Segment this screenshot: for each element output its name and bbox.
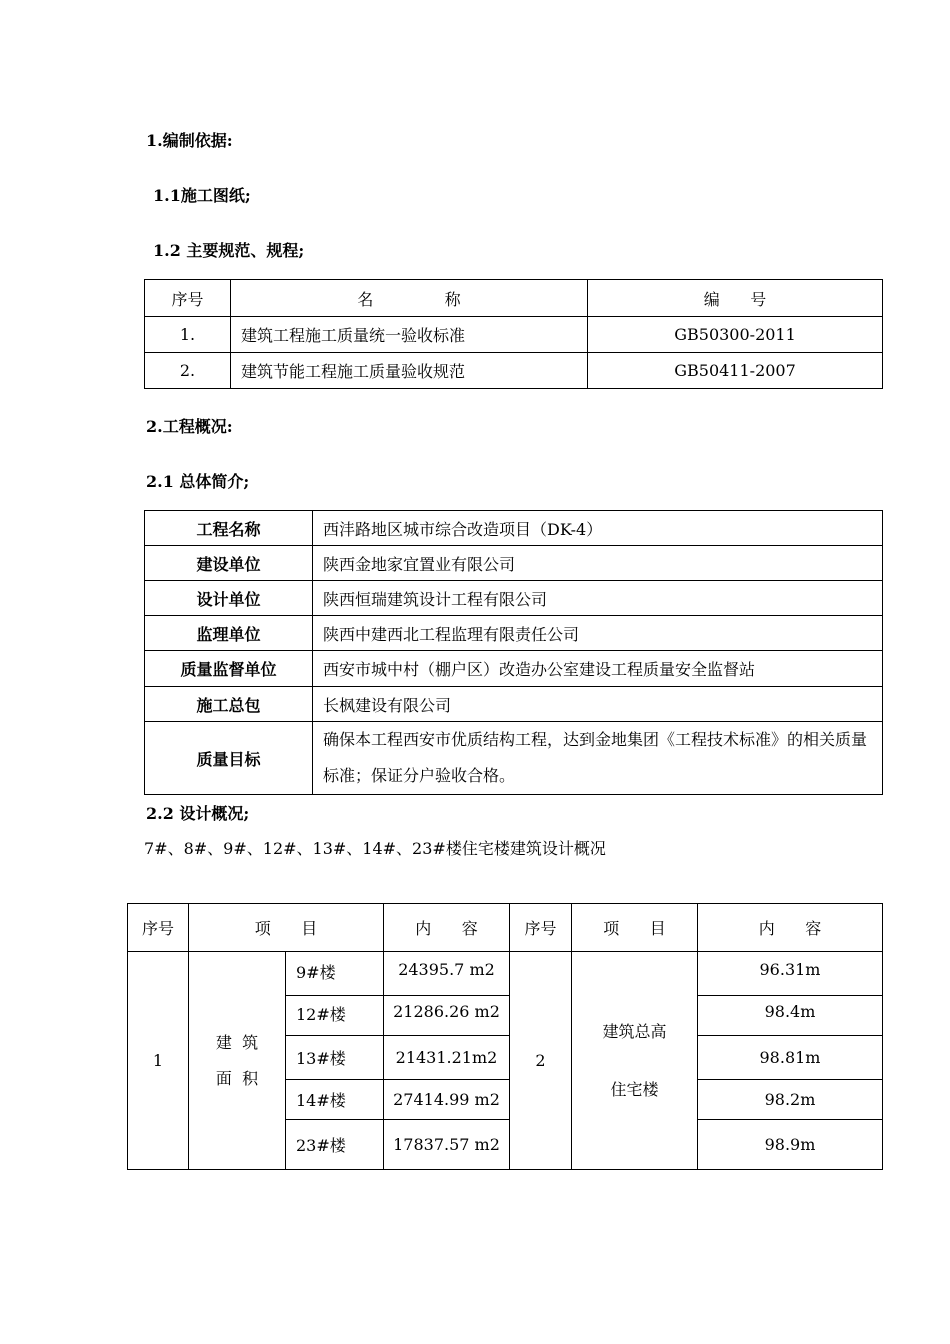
building-area: 27414.99 m2	[384, 1080, 510, 1120]
building-height: 96.31m	[698, 952, 883, 996]
overview-label: 设计单位	[145, 581, 313, 616]
overview-label: 工程名称	[145, 511, 313, 546]
building-area: 17837.57 m2	[384, 1120, 510, 1170]
group-2-item-line1: 建筑总高	[602, 1021, 667, 1041]
table-row	[145, 317, 883, 353]
table-row	[145, 546, 883, 581]
table-row	[145, 722, 883, 795]
section-1-2-title: 1.2 主要规范、规程;	[153, 241, 305, 260]
table-row	[145, 511, 883, 546]
overview-value: 陕西恒瑞建筑设计工程有限公司	[313, 581, 883, 616]
standards-table	[144, 279, 883, 389]
section-2-1-title: 2.1 总体简介;	[146, 472, 250, 491]
table-row	[145, 353, 883, 389]
overview-value: 陕西中建西北工程监理有限责任公司	[313, 616, 883, 651]
design-header-no-2: 序号	[510, 904, 572, 952]
group-1-no: 1	[128, 952, 189, 1170]
overview-value: 长枫建设有限公司	[313, 687, 883, 722]
section-2-2-title: 2.2 设计概况;	[146, 804, 250, 823]
standards-row-name: 建筑工程施工质量统一验收标准	[231, 317, 588, 353]
building-height: 98.4m	[698, 996, 883, 1036]
table-row	[145, 687, 883, 722]
design-header-item: 项 目	[189, 904, 384, 952]
overview-label: 监理单位	[145, 616, 313, 651]
design-header-item-2: 项 目	[572, 904, 698, 952]
design-table	[127, 903, 883, 1170]
overview-label: 建设单位	[145, 546, 313, 581]
overview-label: 施工总包	[145, 687, 313, 722]
group-2-no: 2	[510, 952, 572, 1170]
section-1-title: 1.编制依据:	[146, 131, 233, 150]
overview-table	[144, 510, 883, 795]
design-header-content: 内 容	[384, 904, 510, 952]
building-name: 23#楼	[286, 1120, 384, 1170]
group-1-item-line2: 面 积	[215, 1068, 259, 1088]
table-row	[128, 952, 883, 996]
group-2-item	[572, 952, 698, 1170]
table-row	[145, 581, 883, 616]
building-height: 98.2m	[698, 1080, 883, 1120]
design-header-no: 序号	[128, 904, 189, 952]
overview-value: 西安市城中村（棚户区）改造办公室建设工程质量安全监督站	[313, 651, 883, 687]
standards-row-name: 建筑节能工程施工质量验收规范	[231, 353, 588, 389]
standards-row-code: GB50300-2011	[588, 317, 883, 353]
building-height: 98.81m	[698, 1036, 883, 1080]
building-area: 21431.21m2	[384, 1036, 510, 1080]
overview-label: 质量监督单位	[145, 651, 313, 687]
overview-value: 确保本工程西安市优质结构工程，达到金地集团《工程技术标准》的相关质量标准；保证分户验收合格。	[313, 722, 883, 795]
design-caption: 7#、8#、9#、12#、13#、14#、23#楼住宅楼建筑设计概况	[144, 839, 606, 858]
overview-label: 质量目标	[145, 722, 313, 795]
building-name: 13#楼	[286, 1036, 384, 1080]
design-header-content-2: 内 容	[698, 904, 883, 952]
building-area: 21286.26 m2	[384, 996, 510, 1036]
building-height: 98.9m	[698, 1120, 883, 1170]
standards-header-no: 序号	[145, 280, 231, 317]
overview-value: 陕西金地家宜置业有限公司	[313, 546, 883, 581]
standards-header-code: 编 号	[588, 280, 883, 317]
standards-row-no: 1.	[145, 317, 231, 353]
group-2-item-line2: 住宅楼	[610, 1079, 659, 1099]
building-area: 24395.7 m2	[384, 952, 510, 996]
section-1-1-title: 1.1施工图纸;	[153, 186, 251, 205]
standards-row-no: 2.	[145, 353, 231, 389]
group-1-item-line1: 建 筑	[215, 1032, 259, 1052]
standards-header-name: 名 称	[231, 280, 588, 317]
building-name: 14#楼	[286, 1080, 384, 1120]
building-name: 9#楼	[286, 952, 384, 996]
table-row	[145, 616, 883, 651]
section-2-title: 2.工程概况:	[146, 417, 233, 436]
overview-value: 西沣路地区城市综合改造项目（DK-4）	[313, 511, 883, 546]
standards-row-code: GB50411-2007	[588, 353, 883, 389]
group-1-item	[189, 952, 286, 1170]
building-name: 12#楼	[286, 996, 384, 1036]
table-row	[145, 651, 883, 687]
